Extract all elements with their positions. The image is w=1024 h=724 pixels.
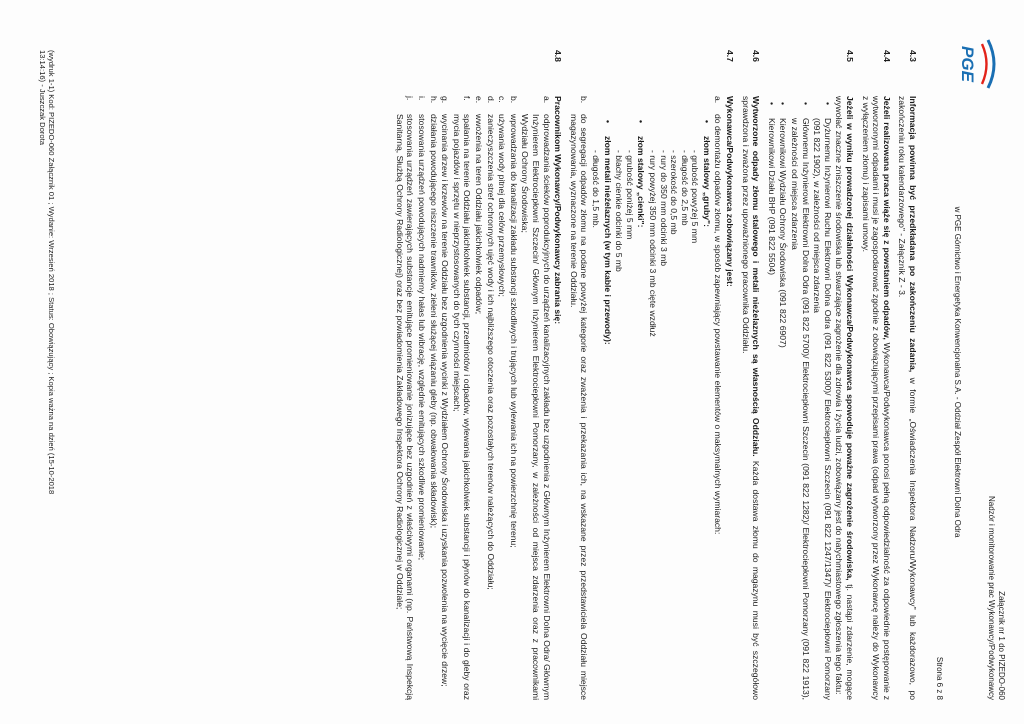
list-item-text: działania powodującego niszczenie trawników, zieleni służącej wiązaniu gleby (np. obwałowania składowisk); bbox=[428, 114, 439, 529]
section-lead: Wykonawca/Podwykonawca zobowiązany jest: bbox=[725, 96, 736, 287]
section-number: 4.8 bbox=[553, 50, 564, 62]
list-item-text: wprowadzania do kanalizacji zakładu substancji szkodliwych i trujących lub wylewania ich na powierzchnię terenu; bbox=[508, 114, 519, 548]
spec-line: - szerokość do 0,5 mb bbox=[669, 150, 680, 235]
prohibition-item bbox=[428, 96, 439, 700]
prohibition-item bbox=[416, 96, 427, 700]
list-item-text: do segregacji odpadów złomu na podane powyżej kategorie oraz zważenia i przekazania ich, na wskazane przez przedstawiciela Oddziału miejsce magazynowania, wyznaczone na terenie Oddziału. bbox=[568, 114, 590, 700]
document-body bbox=[389, 50, 918, 700]
list-item-text: odprowadzania ścieków poprodukcyjnych do urządzeń kanalizacyjnych zakładu bez uzgodnienia z Głównym Inżynierem Elektrowni Dolna Odra/ Głównym Inżynierem Elektrociepłowni Szczecin/ Głównym Inżynierem Elektrociepłowni Pomorzany, w zależności od miejsca zdarzenia oraz z pracownikami Wydziału Ochrony Środowiska; bbox=[520, 114, 552, 700]
spec-line: - grubość poniżej 5 mm bbox=[624, 150, 635, 240]
section-number: 4.3 bbox=[908, 50, 918, 62]
spec-line: - blachy cienkie odcinki do 5 mb bbox=[614, 150, 625, 272]
list-item-letter: i. bbox=[417, 96, 428, 101]
list-item-letter: d. bbox=[485, 96, 496, 104]
contact-bullet: • Kierownikowi Działu BHP (091 822 5504) bbox=[766, 96, 777, 700]
prohibition-item bbox=[497, 96, 508, 700]
annex-line: Załącznik nr 1 do PIZEDO-060 bbox=[997, 591, 1006, 700]
scrap-category-thick: • złom stalowy „gruby": bbox=[701, 114, 712, 700]
document-annex-label bbox=[987, 496, 1006, 700]
footer-line: 13:14:16) - Juszczak Dorota bbox=[38, 50, 47, 145]
svg-text:PGE: PGE bbox=[958, 46, 977, 82]
section-lead: Wytworzone odpady złomu stalowego i metali nieżelaznych są własnością Oddziału. bbox=[751, 96, 762, 457]
section-lead: Jeżeli w wyniku prowadzonej działalności Wykonawca/Podwykonawca spowoduje poważne zagrożenie środowiska, bbox=[845, 96, 856, 581]
list-item-letter: g. bbox=[440, 96, 451, 104]
section-number: 4.4 bbox=[881, 50, 892, 62]
list-item-text: używania wody pitnej dla celów przemysłowych; bbox=[497, 114, 508, 297]
section-number: 4.7 bbox=[725, 50, 736, 62]
section-4-6 bbox=[740, 50, 761, 700]
prohibition-item bbox=[473, 96, 484, 700]
document-header-title: w PGE Górnictwo i Energetyka Konwencjonalna S.A. - Oddział Zespół Elektrowni Dolna Odra bbox=[953, 206, 962, 538]
list-item-letter: a. bbox=[713, 96, 724, 104]
list-item-letter: b. bbox=[579, 96, 590, 104]
spec-line: - długość do 2,5 mb bbox=[679, 150, 690, 226]
section-4-5 bbox=[766, 50, 855, 700]
pge-logo bbox=[956, 34, 996, 94]
section-4-8 bbox=[394, 50, 563, 700]
spec-line: - grubość powyżej 5 mm bbox=[690, 150, 701, 244]
prohibition-item bbox=[520, 96, 552, 700]
section-number: 4.6 bbox=[751, 50, 762, 62]
section-text: tj. nastąpi zdarzenie, mogące wywołać znaczne zniszczenie środowiska lub stwarzające zagrożenie dla zdrowia i życia ludzi, zobowiązany jest do natychmiastowego zgłoszenia tego faktu: bbox=[834, 96, 856, 700]
scrap-category-nonferrous: • złom metali nieżelaznych (w tym kable i przewody): bbox=[602, 114, 613, 700]
section-text: Każda dostawa złomu do magazynu musi być szczegółowo sprawdzona i zważona przez upoważnionego pracownika Oddziału. bbox=[740, 96, 762, 700]
contact-bullet: • Dyżurnemu Inżynierowi Ruchu Elektrowni Dolna Odra (091 822 5300)/ Elektrociepłowni Szczecin (091 822 1247/1347)/ Elektrociepłowni Pomorzany (091 822 1902), w zależności od miejsca zdarzenia bbox=[812, 96, 833, 700]
list-item-text: spalania na terenie Oddziału jakichkolwiek substancji, przedmiotów i odpadów, wylewania jakichkolwiek substancji i płynów do kanalizacji i do gleby oraz mycia pojazdów i sprzętu w nieprzystosowanych do tych czynności miejscach; bbox=[451, 114, 473, 700]
spec-line: - długość do 1,5 mb. bbox=[590, 150, 601, 228]
section-text: w formie „Oświadczenia Inspektora Nadzoru/Wykonawcy" lub każdorazowo, po zakończeniu roku kalendarzowego" - Załącznik Z - 3. bbox=[897, 96, 918, 700]
list-item-a bbox=[590, 96, 723, 700]
document-footer bbox=[38, 50, 56, 494]
list-item-text: stosowania urządzeń powodujących nadmierny hałas lub wibrację, względnie emitujących szkodliwe promieniowanie; bbox=[417, 114, 428, 561]
scrap-category-thin: • złom stalowy „cienki": bbox=[636, 114, 647, 700]
list-item-letter: f. bbox=[462, 96, 473, 101]
section-lead: Jeżeli realizowana praca wiąże się z powstaniem odpadów, bbox=[881, 96, 892, 340]
spec-line: - rury do 350 mm odcinki 3 mb bbox=[658, 150, 669, 267]
list-item-text: do demontażu odpadów złomu, w sposób zapewniający powstawanie elementów o maksymalnych wymiarach: bbox=[713, 114, 724, 535]
prohibition-item bbox=[440, 96, 451, 700]
section-text: Wykonawca/Podwykonawca ponosi pełną odpowiedzialność za odpowiednie postępowanie z wytworzonymi odpadami i musi je zagospodarować zgodnie z obowiązującymi przepisami prawa (odpad wytworzony przez Wykonawcę należy do Wykonawcy z wyłączeniem złomu) i zapisami umowy. bbox=[860, 96, 892, 700]
list-item-letter: e. bbox=[474, 96, 485, 104]
list-item-b bbox=[568, 96, 589, 700]
list-item-letter: a. bbox=[541, 96, 552, 104]
list-item-letter: h. bbox=[428, 96, 439, 104]
list-item-letter: c. bbox=[497, 96, 508, 103]
section-4-7 bbox=[568, 50, 735, 700]
list-item-text: wwożenia na teren Oddziału jakichkolwiek odpadów; bbox=[474, 114, 485, 315]
annex-line: Nadzór i monitorowanie prac Wykonawcy/Podwykonawcy bbox=[987, 495, 997, 700]
spec-line: - rury powyżej 350 mm odcinki 3 mb cięte wzdłuż bbox=[647, 150, 658, 337]
section-lead: Informacja powinna być przedkładana po zakończeniu zadania, bbox=[908, 96, 918, 373]
prohibition-item bbox=[508, 96, 519, 700]
list-item-letter: j. bbox=[405, 96, 416, 101]
section-lead: Pracownikom Wykonawcy/Podwykonawcy zabrania się: bbox=[553, 96, 564, 325]
prohibition-item bbox=[451, 96, 472, 700]
contact-bullet: • Głównemu Inżynierowi Elektrowni Dolna Odra (091 822 5700)/ Elektrociepłowni Szczecin (091 822 1282)/ Elektrociepłowni Pomorzany (091 822 1913), w zależności od miejsca zdarzenia bbox=[789, 96, 810, 700]
section-4-3 bbox=[897, 50, 918, 700]
page-number: Strona 6 z 8 bbox=[935, 656, 944, 700]
list-item-text: wycinania drzew i krzewów na terenie Oddziału bez uzgodnienia wycinki z Wydziałem Ochrony Środowiska i uzyskania pozwolenia na wycięcie drzew; bbox=[440, 114, 451, 687]
prohibition-item bbox=[485, 96, 496, 700]
section-number: 4.5 bbox=[845, 50, 856, 62]
contact-bullet: • Kierownikowi Wydziału Ochrony Środowiska (091 822 6907) bbox=[778, 96, 789, 700]
section-4-4 bbox=[860, 50, 892, 700]
list-item-text: stosowania urządzeń zawierających substancje emitujące promieniowanie jonizujące bez uzgodnień z właściwymi organami (np. Państwową Inspekcją Sanitarną, Służbą Ochrony Radiologicznej) oraz bez powiadomienia Zakładowego Inspektora Ochrony Radiologicznej w Oddziale; bbox=[394, 114, 416, 700]
prohibition-item bbox=[394, 96, 415, 700]
list-item-text: zanieczyszczenia stref ochronnych ujęć wody i ich najbliższego otoczenia oraz pozostałych terenów należących do Oddziału; bbox=[485, 114, 496, 590]
footer-line: (wydruk 1-1) Kod: PIZEDO-060 Załącznik 01 ; Wydanie: Wrzesień 2018 ; Status: Obowiązujący ; Kopia ważna na dzień (15-10-2018 bbox=[47, 50, 56, 495]
list-item-letter: b. bbox=[508, 96, 519, 104]
